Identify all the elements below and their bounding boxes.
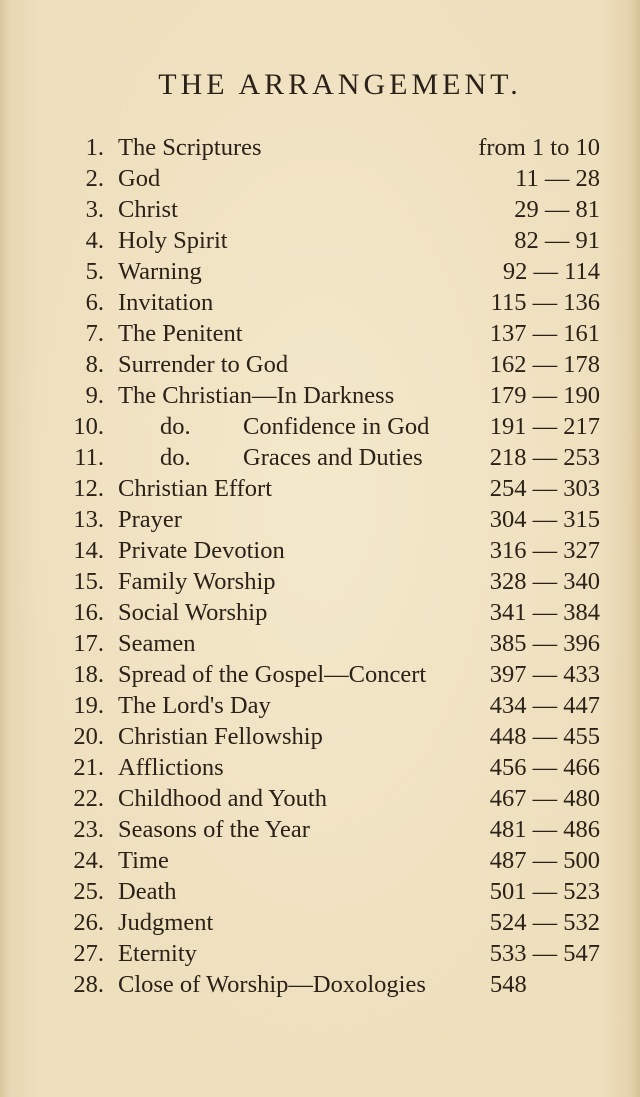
entry-label: Holy Spirit [118,227,228,254]
entry-range: 316 — 327 [489,537,600,564]
entry-range: 191 — 217 [489,413,600,440]
entry-range: 533 — 547 [489,940,600,967]
entry-number: 24. [73,847,104,874]
entry-label: Spread of the Gospel—Concert [118,661,427,688]
entry-number: 8. [85,351,104,378]
entry-label: Childhood and Youth [118,785,327,812]
toc-entry-18 [0,659,640,690]
entry-label: Seamen [118,630,196,657]
entry-label: God [118,165,161,192]
toc-entry-2 [0,163,640,194]
entry-label: Close of Worship—Doxologies [118,971,426,998]
entry-number: 4. [85,227,104,254]
entry-number: 15. [73,568,104,595]
entry-number: 7. [85,320,104,347]
toc-entry-15 [0,566,640,597]
entry-label: Seasons of the Year [118,816,310,843]
entry-range: 487 — 500 [489,847,600,874]
entry-range: 434 — 447 [489,692,600,719]
entry-label: Social Worship [118,599,268,626]
entry-number: 13. [73,506,104,533]
entry-range: 115 — 136 [490,289,600,316]
entry-label: The Christian—In Darkness [118,382,395,409]
toc-entry-1 [0,132,640,163]
toc-entry-26 [0,907,640,938]
entry-number: 1. [85,134,104,161]
entry-number: 19. [73,692,104,719]
entry-range: 448 — 455 [489,723,600,750]
entry-label: Family Worship [118,568,276,595]
entry-range: 548 [490,971,527,998]
entry-range: 385 — 396 [489,630,600,657]
page-title: THE ARRANGEMENT. [158,68,522,101]
entry-label: Private Devotion [118,537,285,564]
entry-range: 328 — 340 [489,568,600,595]
entry-label: Christian Effort [118,475,273,502]
entry-number: 21. [73,754,104,781]
entry-label: Time [118,847,169,874]
entry-range: 481 — 486 [489,816,600,843]
entry-number: 2. [85,165,104,192]
entry-range: from 1 to 10 [478,134,600,161]
entry-number: 3. [85,196,104,223]
entry-label: Surrender to God [118,351,289,378]
entry-number: 25. [73,878,104,905]
entry-label: The Penitent [118,320,243,347]
entry-range: 397 — 433 [489,661,600,688]
entry-number: 11. [74,444,104,471]
toc-entry-6 [0,287,640,318]
toc-entry-23 [0,814,640,845]
entry-label: do. [160,444,191,471]
entry-number: 17. [73,630,104,657]
toc-entry-24 [0,845,640,876]
entry-range: 254 — 303 [489,475,600,502]
toc-entry-20 [0,721,640,752]
entry-number: 20. [73,723,104,750]
entry-range: 304 — 315 [489,506,600,533]
entry-label: The Lord's Day [118,692,271,719]
entry-range: 179 — 190 [489,382,600,409]
entry-sublabel: Graces and Duties [243,444,423,471]
entry-number: 5. [85,258,104,285]
entry-range: 341 — 384 [489,599,600,626]
toc-entry-25 [0,876,640,907]
entry-number: 9. [85,382,104,409]
entry-range: 82 — 91 [514,227,600,254]
entry-label: Christ [118,196,178,223]
entry-range: 29 — 81 [514,196,600,223]
entry-number: 10. [73,413,104,440]
entry-label: Invitation [118,289,214,316]
entry-label: The Scriptures [118,134,262,161]
entry-number: 16. [73,599,104,626]
toc-entry-7 [0,318,640,349]
entry-label: Afflictions [118,754,224,781]
entry-range: 524 — 532 [489,909,600,936]
entry-number: 14. [73,537,104,564]
entry-label: do. [160,413,191,440]
entry-label: Christian Fellowship [118,723,323,750]
entry-range: 501 — 523 [489,878,600,905]
toc-entry-19 [0,690,640,721]
entry-number: 27. [73,940,104,967]
contents-list [0,132,640,1000]
toc-entry-28 [0,969,640,1000]
entry-number: 23. [73,816,104,843]
toc-entry-27 [0,938,640,969]
toc-entry-21 [0,752,640,783]
entry-label: Warning [118,258,202,285]
entry-number: 26. [73,909,104,936]
entry-range: 467 — 480 [489,785,600,812]
entry-range: 137 — 161 [489,320,600,347]
toc-entry-9 [0,380,640,411]
toc-entry-17 [0,628,640,659]
entry-range: 11 — 28 [515,165,600,192]
entry-label: Prayer [118,506,182,533]
toc-entry-5 [0,256,640,287]
entry-range: 162 — 178 [489,351,600,378]
toc-entry-12 [0,473,640,504]
toc-entry-10 [0,411,640,442]
entry-number: 18. [73,661,104,688]
entry-label: Eternity [118,940,197,967]
entry-range: 456 — 466 [489,754,600,781]
entry-number: 28. [73,971,104,998]
toc-entry-11 [0,442,640,473]
entry-number: 22. [73,785,104,812]
toc-entry-3 [0,194,640,225]
entry-label: Death [118,878,177,905]
toc-entry-4 [0,225,640,256]
entry-sublabel: Confidence in God [243,413,430,440]
toc-entry-14 [0,535,640,566]
entry-label: Judgment [118,909,214,936]
entry-range: 92 — 114 [502,258,600,285]
entry-number: 6. [85,289,104,316]
entry-number: 12. [73,475,104,502]
entry-range: 218 — 253 [489,444,600,471]
toc-entry-22 [0,783,640,814]
toc-entry-13 [0,504,640,535]
toc-entry-8 [0,349,640,380]
toc-entry-16 [0,597,640,628]
